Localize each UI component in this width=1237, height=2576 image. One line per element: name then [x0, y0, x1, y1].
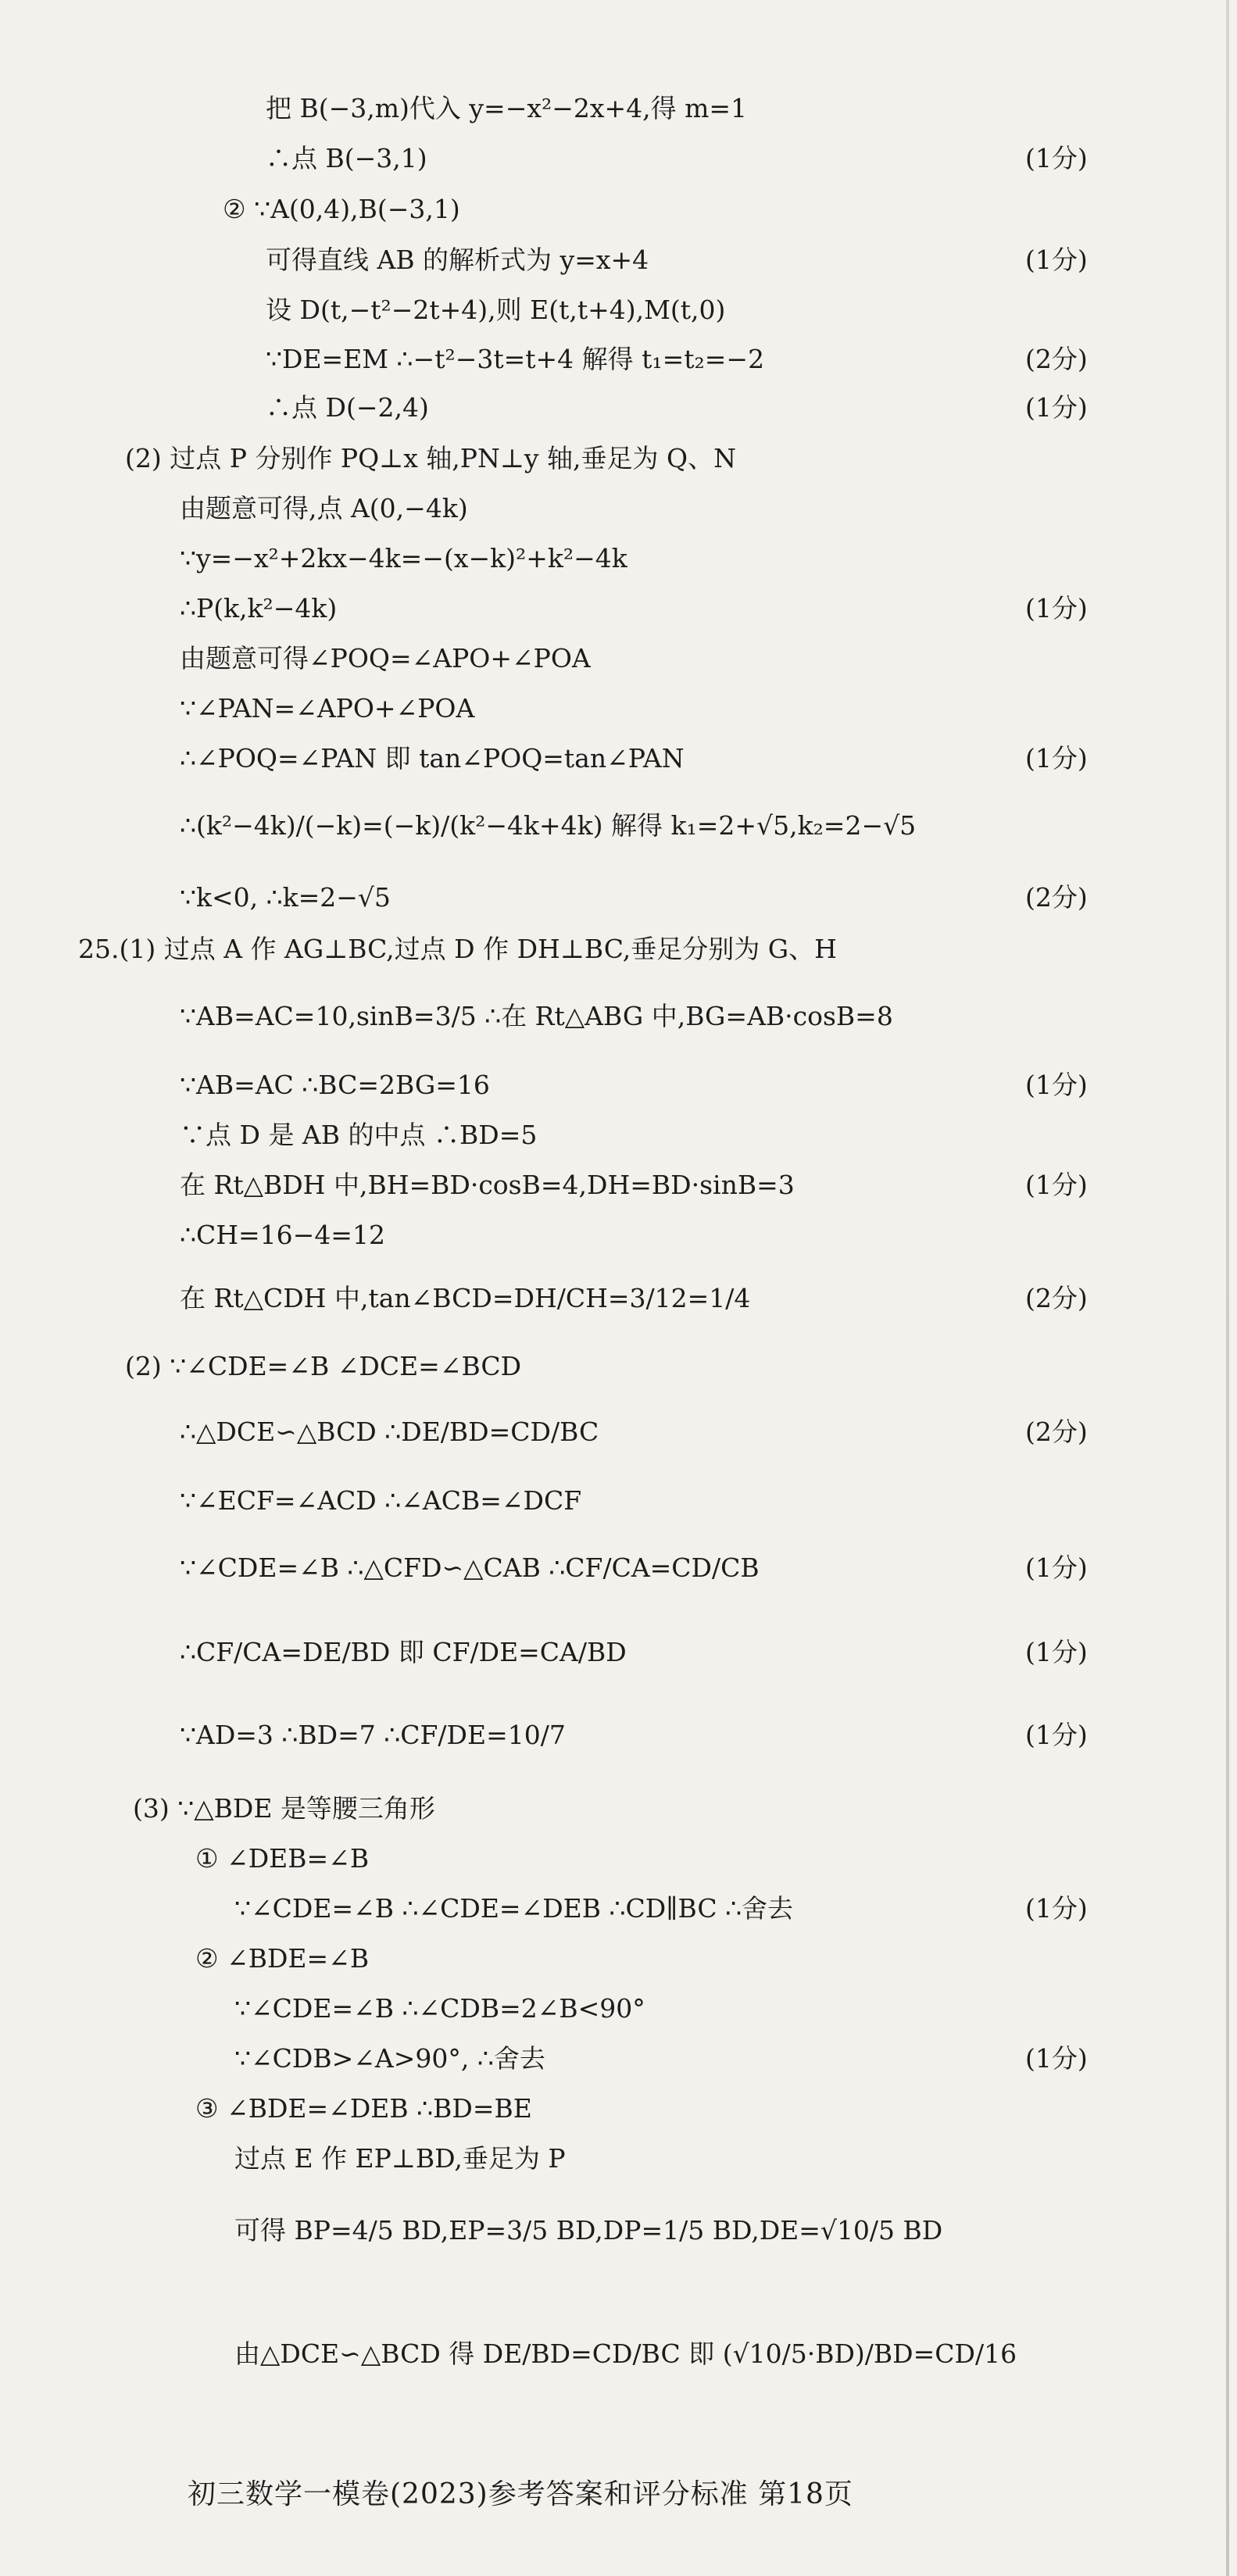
text-line: 在 Rt△BDH 中,BH=BD·cosB=4,DH=BD·sinB=3: [180, 1170, 795, 1200]
text-line: ③ ∠BDE=∠DEB ∴BD=BE: [195, 2093, 532, 2124]
page-edge: [1226, 0, 1229, 2576]
text-line: ∵∠CDB>∠A>90°, ∴舍去: [234, 2043, 545, 2074]
text-line: (2) 过点 P 分别作 PQ⊥x 轴,PN⊥y 轴,垂足为 Q、N: [125, 443, 736, 473]
score-label: (1分): [1025, 743, 1088, 774]
text-line: ② ∵A(0,4),B(−3,1): [223, 194, 460, 224]
text-line: ∴CF/CA=DE/BD 即 CF/DE=CA/BD: [180, 1637, 627, 1667]
score-label: (2分): [1025, 882, 1088, 913]
score-label: (1分): [1025, 1893, 1088, 1924]
text-line: ∴(k²−4k)/(−k)=(−k)/(k²−4k+4k) 解得 k₁=2+√5,k₂=2−√5: [180, 810, 917, 841]
text-line: ∴△DCE∽△BCD ∴DE/BD=CD/BC: [180, 1417, 599, 1447]
text-line: ∵DE=EM ∴−t²−3t=t+4 解得 t₁=t₂=−2: [266, 344, 765, 374]
score-label: (1分): [1025, 245, 1088, 275]
score-label: (1分): [1025, 1552, 1088, 1583]
text-line: ∴CH=16−4=12: [180, 1220, 385, 1250]
text-line: ∵∠ECF=∠ACD ∴∠ACB=∠DCF: [180, 1485, 582, 1516]
text-line: ∵AB=AC=10,sinB=3/5 ∴在 Rt△ABG 中,BG=AB·cosB=8: [180, 1001, 893, 1031]
text-line: ∴P(k,k²−4k): [180, 593, 338, 623]
score-label: (1分): [1025, 392, 1088, 423]
text-line: ∴∠POQ=∠PAN 即 tan∠POQ=tan∠PAN: [180, 743, 685, 774]
score-label: (1分): [1025, 593, 1088, 623]
text-line: ∵点 D 是 AB 的中点 ∴BD=5: [180, 1120, 538, 1150]
text-line: ∵y=−x²+2kx−4k=−(x−k)²+k²−4k: [180, 543, 627, 573]
score-label: (2分): [1025, 1417, 1088, 1447]
text-line: ∵∠CDE=∠B ∴∠CDB=2∠B<90°: [234, 1993, 645, 2024]
score-label: (1分): [1025, 1720, 1088, 1750]
text-line: ① ∠DEB=∠B: [195, 1843, 370, 1874]
text-line: 由题意可得,点 A(0,−4k): [180, 493, 468, 523]
text-line: 由△DCE∽△BCD 得 DE/BD=CD/BC 即 (√10/5·BD)/BD=CD/16: [234, 2338, 1017, 2369]
text-line: (3) ∵△BDE 是等腰三角形: [133, 1793, 435, 1824]
score-label: (2分): [1025, 344, 1088, 374]
text-line: ∵k<0, ∴k=2−√5: [180, 882, 391, 913]
score-label: (1分): [1025, 2043, 1088, 2074]
score-label: (1分): [1025, 143, 1088, 173]
text-line: ∵∠PAN=∠APO+∠POA: [180, 693, 475, 723]
text-line: ∵AD=3 ∴BD=7 ∴CF/DE=10/7: [180, 1720, 566, 1750]
text-line: ∵AB=AC ∴BC=2BG=16: [180, 1070, 490, 1100]
text-line: 由题意可得∠POQ=∠APO+∠POA: [180, 643, 591, 673]
text-line: ∴点 B(−3,1): [266, 143, 427, 173]
text-line: ∵∠CDE=∠B ∴∠CDE=∠DEB ∴CD∥BC ∴舍去: [234, 1893, 794, 1924]
text-line: 设 D(t,−t²−2t+4),则 E(t,t+4),M(t,0): [266, 295, 726, 325]
text-line: 25.(1) 过点 A 作 AG⊥BC,过点 D 作 DH⊥BC,垂足分别为 G、H: [78, 934, 837, 964]
score-label: (1分): [1025, 1637, 1088, 1667]
text-line: 过点 E 作 EP⊥BD,垂足为 P: [234, 2143, 566, 2174]
text-line: 可得 BP=4/5 BD,EP=3/5 BD,DP=1/5 BD,DE=√10/5 BD: [234, 2215, 943, 2246]
page-footer: 初三数学一模卷(2023)参考答案和评分标准 第18页: [188, 2478, 853, 2510]
score-label: (2分): [1025, 1283, 1088, 1313]
text-line: ∵∠CDE=∠B ∴△CFD∽△CAB ∴CF/CA=CD/CB: [180, 1552, 760, 1583]
score-label: (1分): [1025, 1070, 1088, 1100]
text-line: (2) ∵∠CDE=∠B ∠DCE=∠BCD: [125, 1351, 522, 1381]
score-label: (1分): [1025, 1170, 1088, 1200]
text-line: ∴点 D(−2,4): [266, 392, 429, 423]
text-line: 在 Rt△CDH 中,tan∠BCD=DH/CH=3/12=1/4: [180, 1283, 751, 1313]
text-line: 可得直线 AB 的解析式为 y=x+4: [266, 245, 649, 275]
text-line: ② ∠BDE=∠B: [195, 1943, 370, 1974]
text-line: 把 B(−3,m)代入 y=−x²−2x+4,得 m=1: [266, 93, 748, 123]
